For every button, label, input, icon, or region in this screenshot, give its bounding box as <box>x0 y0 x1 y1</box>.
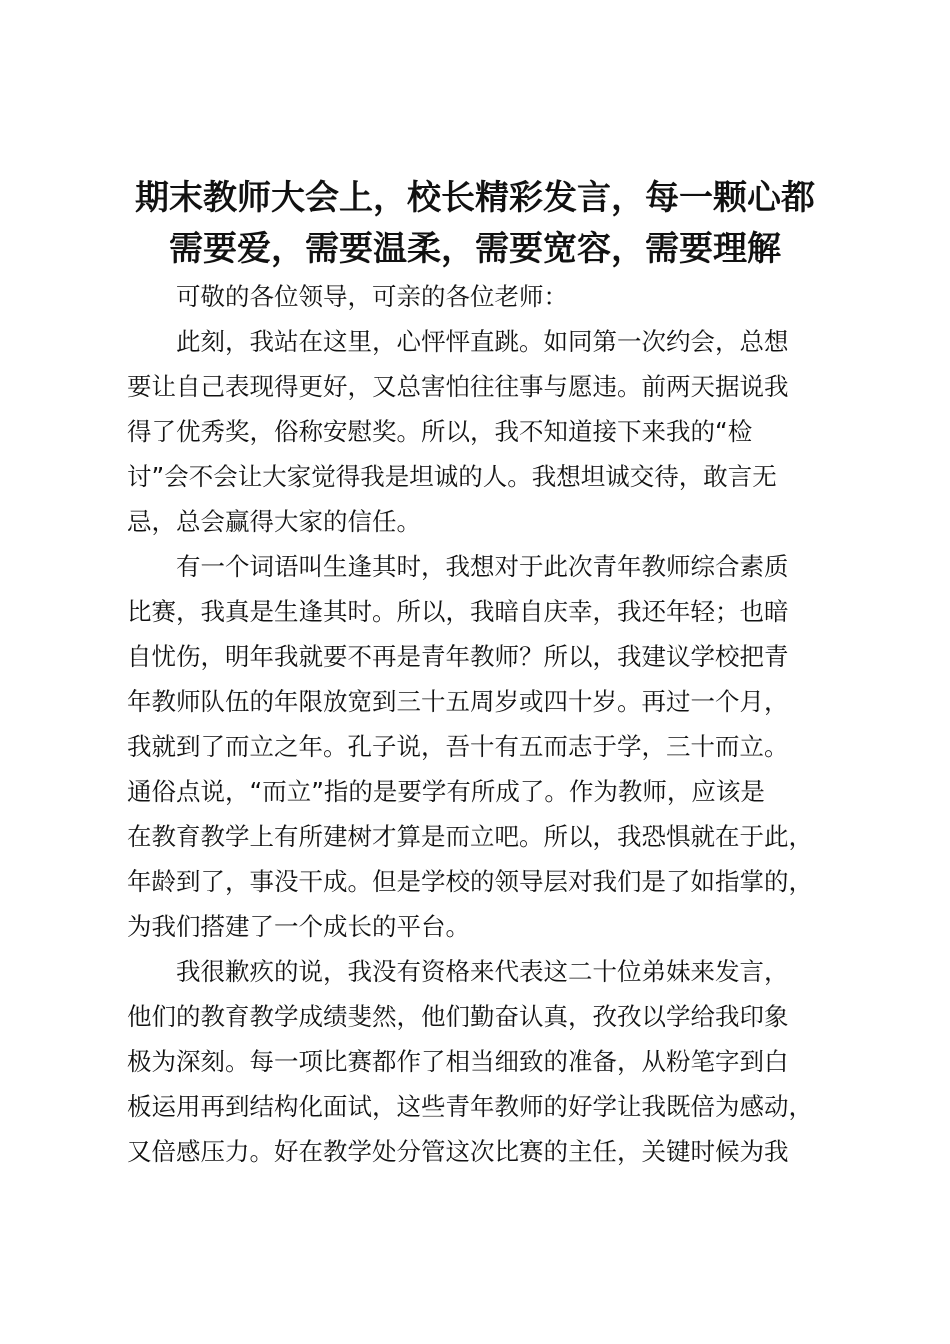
body-line: 有一个词语叫生逢其时，我想对于此次青年教师综合素质 <box>127 552 789 581</box>
body-line: 板运用再到结构化面试，这些青年教师的好学让我既倍为感动， <box>127 1092 813 1121</box>
body-line: 通俗点说，“而立”指的是要学有所成了。作为教师，应该是 <box>127 777 765 806</box>
body-line: 他们的教育教学成绩斐然，他们勤奋认真，孜孜以学给我印象 <box>127 1002 789 1031</box>
body-line: 比赛，我真是生逢其时。所以，我暗自庆幸，我还年轻；也暗 <box>127 597 789 626</box>
body-line: 自忧伤，明年我就要不再是青年教师？所以，我建议学校把青 <box>127 642 789 671</box>
body-line: 要让自己表现得更好，又总害怕往往事与愿违。前两天据说我 <box>127 372 789 401</box>
body-line: 我很歉疚的说，我没有资格来代表这二十位弟妹来发言， <box>127 957 789 986</box>
body-line: 此刻，我站在这里，心怦怦直跳。如同第一次约会，总想 <box>127 327 789 356</box>
body-line: 年教师队伍的年限放宽到三十五周岁或四十岁。再过一个月， <box>127 687 789 716</box>
body-line: 年龄到了，事没干成。但是学校的领导层对我们是了如指掌的， <box>127 867 813 896</box>
body-line: 在教育教学上有所建树才算是而立吧。所以，我恐惧就在于此， <box>127 822 813 851</box>
document-title-line-2: 需要爱，需要温柔，需要宽容，需要理解 <box>169 229 781 269</box>
body-line: 忌，总会赢得大家的信任。 <box>127 507 421 536</box>
body-line: 可敬的各位领导，可亲的各位老师： <box>127 282 568 311</box>
body-line: 得了优秀奖，俗称安慰奖。所以，我不知道接下来我的“检 <box>127 417 753 446</box>
body-line: 为我们搭建了一个成长的平台。 <box>127 912 470 941</box>
body-line: 极为深刻。每一项比赛都作了相当细致的准备，从粉笔字到白 <box>127 1047 789 1076</box>
body-line: 我就到了而立之年。孔子说，吾十有五而志于学，三十而立。 <box>127 732 789 761</box>
document-title-line-1: 期末教师大会上，校长精彩发言，每一颗心都 <box>135 178 815 218</box>
body-line: 讨”会不会让大家觉得我是坦诚的人。我想坦诚交待，敢言无 <box>127 462 777 491</box>
body-line: 又倍感压力。好在教学处分管这次比赛的主任，关键时候为我 <box>127 1137 789 1166</box>
